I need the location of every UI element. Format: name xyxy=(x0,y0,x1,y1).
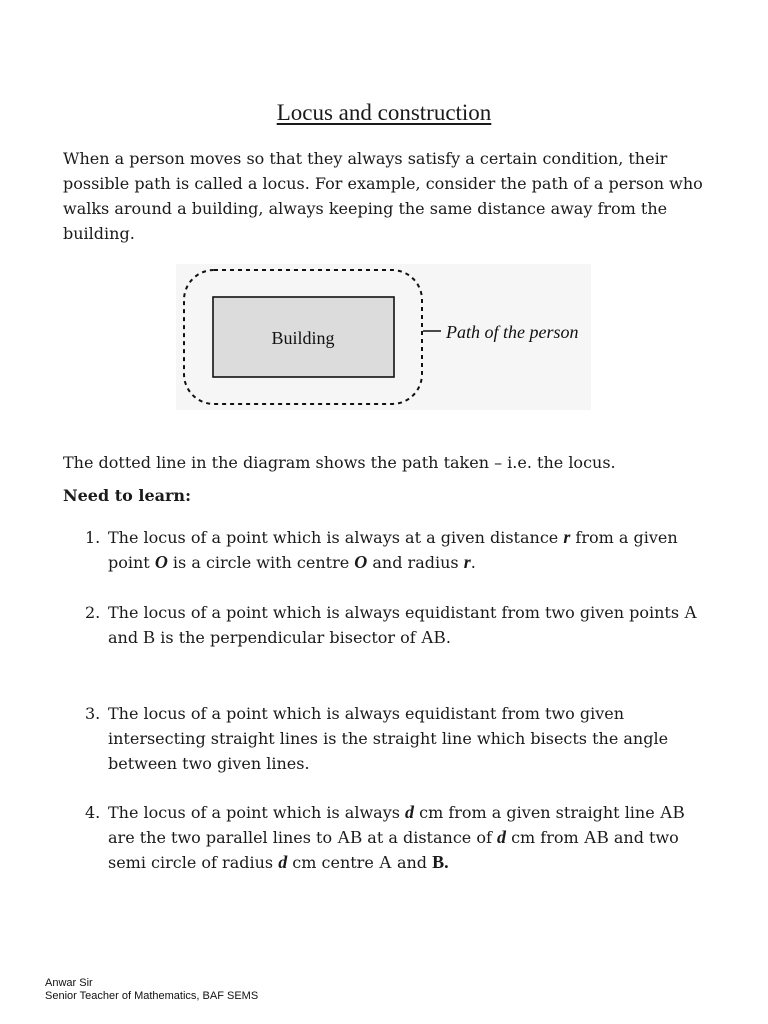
math-symbol: d xyxy=(278,852,288,872)
building-label: Building xyxy=(271,328,335,348)
item-number: 3. xyxy=(85,704,101,723)
item-number: 4. xyxy=(85,803,101,822)
footer-role: Senior Teacher of Mathematics, BAF SEMS xyxy=(45,990,259,1002)
list-item xyxy=(85,800,705,875)
math-symbol: r xyxy=(563,527,571,547)
footer-author: Anwar Sir xyxy=(45,977,93,989)
math-symbol: d xyxy=(496,827,506,847)
footer xyxy=(45,977,258,1003)
math-symbol: AB xyxy=(337,827,363,847)
intro-paragraph: When a person moves so that they always satisfy a certain condition, their possible path is called a locus. For example, consider the path of a person who walks around a building, always keeping the same distance away from the building. xyxy=(63,149,703,243)
math-symbol: d xyxy=(405,802,415,822)
list-item xyxy=(85,525,705,575)
item-text: The locus of a point which is always equidistant from two given intersecting straight lines is the straight line which bisects the angle between two given lines. xyxy=(108,704,669,773)
item-number: 2. xyxy=(85,603,101,622)
math-symbol: AB xyxy=(583,827,609,847)
math-symbol: AB xyxy=(659,802,685,822)
math-symbol: A xyxy=(684,602,698,622)
math-symbol: O xyxy=(354,552,368,572)
item-number: 1. xyxy=(85,528,101,547)
math-symbol: A xyxy=(378,852,392,872)
locus-diagram xyxy=(176,264,591,410)
math-symbol: B xyxy=(143,627,156,647)
math-symbol: AB xyxy=(420,627,446,647)
item-text: The locus of a point which is always d cm from a given straight line AB are the two parallel lines to AB at a distance of d cm from AB and two semi circle of radius d cm centre A and B. xyxy=(108,802,685,872)
list-item xyxy=(85,701,705,776)
dotted-line-note: The dotted line in the diagram shows the path taken – i.e. the locus. xyxy=(63,453,616,472)
math-symbol: B. xyxy=(432,852,449,872)
item-text: The locus of a point which is always equidistant from two given points A and B is the perpendicular bisector of AB. xyxy=(108,602,698,647)
item-text: The locus of a point which is always at a given distance r from a given point O is a circle with centre O and radius r. xyxy=(108,527,678,572)
path-label: Path of the person xyxy=(446,322,579,342)
need-to-learn-heading: Need to learn: xyxy=(63,486,191,505)
page-title: Locus and construction xyxy=(276,100,492,125)
math-symbol: r xyxy=(463,552,471,572)
list-item xyxy=(85,600,705,650)
math-symbol: O xyxy=(154,552,168,572)
